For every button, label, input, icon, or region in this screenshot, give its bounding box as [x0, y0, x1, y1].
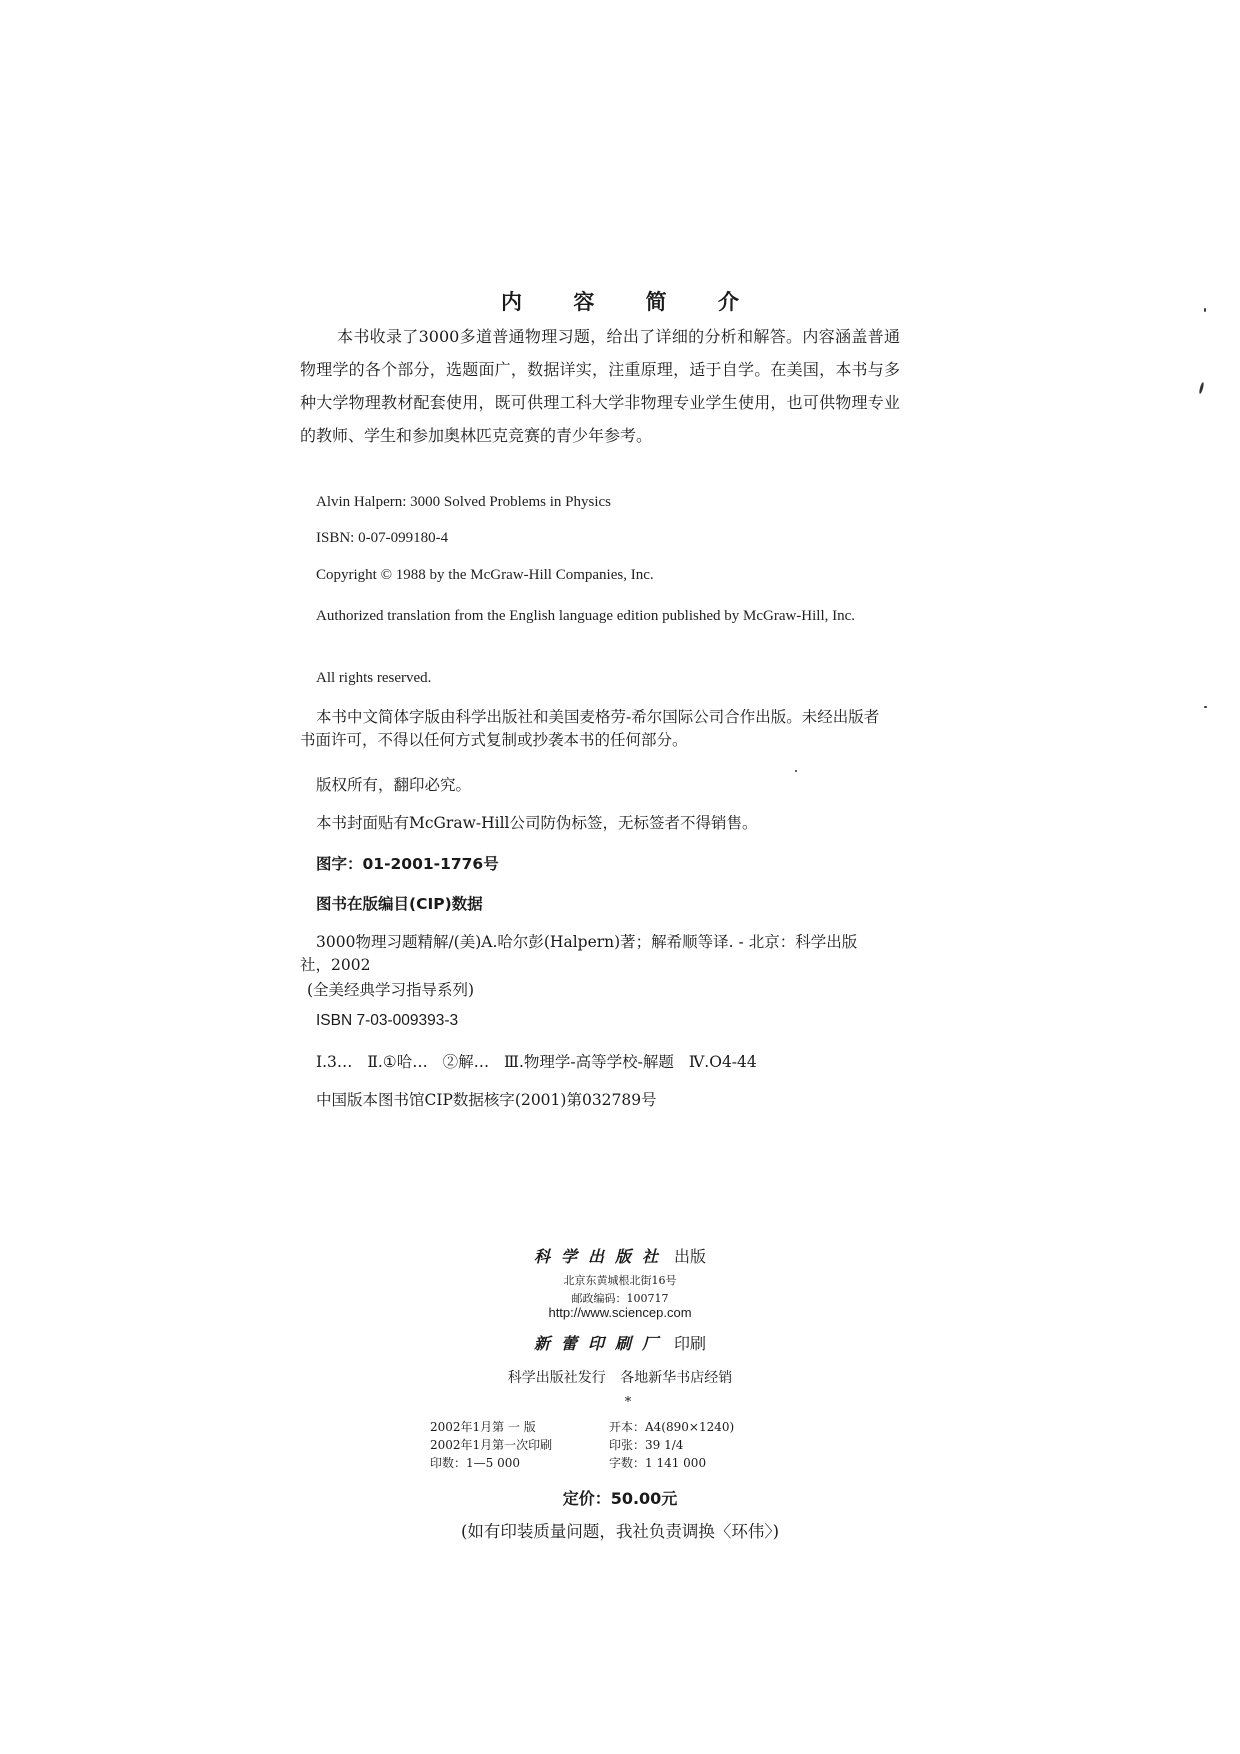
label-notice: 本书封面贴有McGraw-Hill公司防伪标签，无标签者不得销售。 [316, 814, 758, 832]
copyright-line: Copyright © 1988 by the McGraw-Hill Companies, Inc. [316, 567, 654, 583]
publisher-postcode: 邮政编码：100717 [571, 1292, 669, 1305]
distribution-line: 科学出版社发行 各地新华书店经销 [507, 1370, 733, 1386]
page-title: 内 容 简 介 [501, 290, 761, 314]
scan-speck [795, 770, 797, 772]
printer-name: 新蕾印刷厂 [533, 1334, 669, 1353]
page-format: 开本：A4(890×1240) [609, 1420, 735, 1434]
chinese-edition-notice: 本书中文简体字版由科学出版社和美国麦格劳-希尔国际公司合作出版。未经出版者书面许可，不得以任何方式复制或抄袭本书的任何部分。 [300, 708, 880, 749]
separator-star: * [624, 1395, 632, 1410]
authorized-translation: Authorized translation from the English language edition published by McGraw-Hill, Inc. [316, 608, 856, 624]
cip-series: (全美经典学习指导系列) [307, 981, 475, 999]
scan-speck [1204, 308, 1206, 312]
printer-line [0, 1331, 1240, 1354]
summary-paragraph: 本书收录了3000多道普通物理习题，给出了详细的分析和解答。内容涵盖普通物理学的各个部分，选题面广，数据详实，注重原理，适于自学。在美国，本书与多种大学物理教材配套使用，既可供理工科大学非物理专业学生使用，也可供物理专业的教师、学生和参加奥林匹克竞赛的青少年参考。 [300, 327, 900, 445]
word-count: 字数：1 141 000 [609, 1456, 707, 1470]
price: 定价：50.00元 [562, 1489, 678, 1508]
print-run: 印数：1—5 000 [430, 1456, 520, 1470]
cip-record: 中国版本图书馆CIP数据核字(2001)第032789号 [316, 1091, 657, 1109]
print-sheets: 印张：39 1/4 [609, 1438, 684, 1452]
publisher-name: 科学出版社 [533, 1247, 669, 1266]
cip-classification: Ⅰ.3… Ⅱ.①哈… ②解… Ⅲ.物理学-高等学校-解题 Ⅳ.O4-44 [316, 1053, 757, 1071]
cip-isbn: ISBN 7-03-009393-3 [316, 1012, 459, 1029]
scan-speck [1204, 706, 1207, 708]
publisher-line [0, 1244, 1240, 1267]
original-isbn: ISBN: 0-07-099180-4 [316, 530, 449, 546]
original-title: Alvin Halpern: 3000 Solved Problems in Physics [316, 494, 611, 510]
cip-heading: 图书在版编目(CIP)数据 [316, 895, 483, 913]
edition-date: 2002年1月第 一 版 [430, 1420, 536, 1434]
publisher-address: 北京东黄城根北街16号 [563, 1274, 677, 1287]
scan-speck [1198, 382, 1204, 394]
printing-date: 2002年1月第一次印刷 [430, 1438, 553, 1452]
rights-reserved: All rights reserved. [316, 670, 432, 686]
quality-note: (如有印装质量问题，我社负责调换〈环伟〉) [460, 1522, 780, 1541]
publisher-url: http://www.sciencep.com [548, 1305, 692, 1320]
cip-entry: 3000物理习题精解/(美)A.哈尔彭(Halpern)著；解希顺等译. - 北京：科学出版社，2002 [300, 933, 858, 974]
imprint-details [428, 1418, 736, 1472]
publish-verb: 出版 [674, 1247, 707, 1266]
print-verb: 印刷 [674, 1334, 707, 1353]
piracy-notice: 版权所有，翻印必究。 [316, 776, 472, 794]
permit-number: 图字：01-2001-1776号 [316, 855, 499, 873]
